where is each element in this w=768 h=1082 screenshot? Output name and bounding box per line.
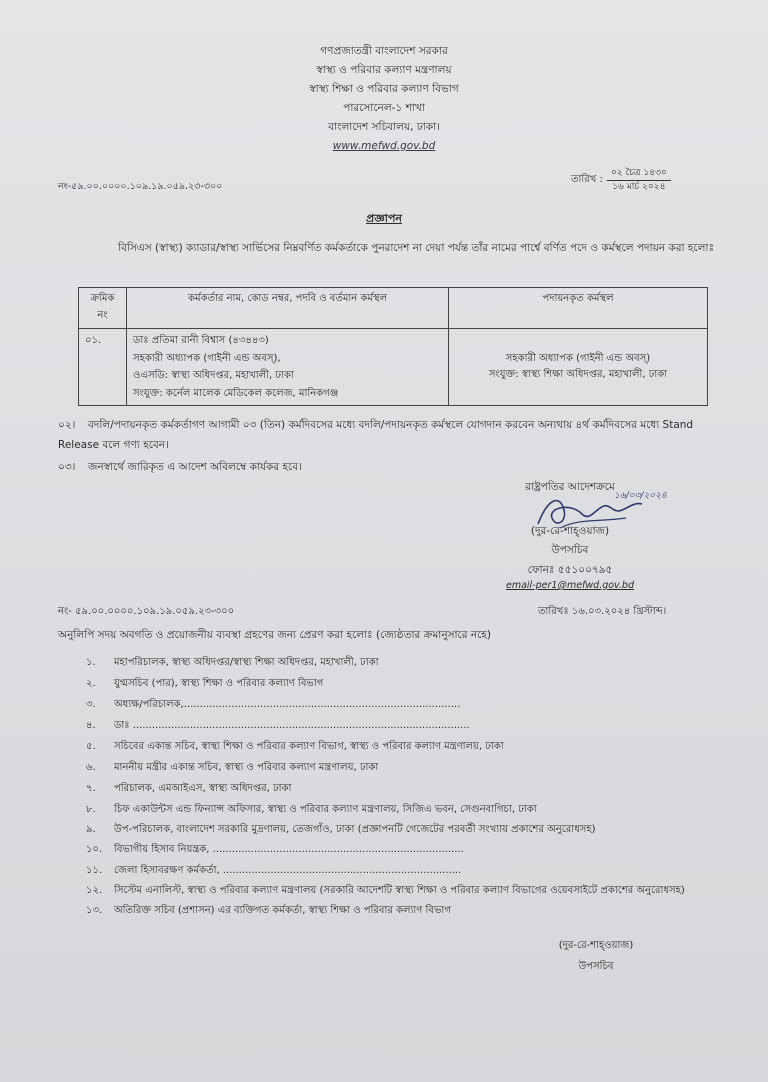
memo-date — [571, 167, 671, 194]
signatory-email[interactable]: email-per1@mefwd.gov.bd — [506, 580, 634, 591]
list-number: ৮. — [86, 804, 96, 815]
date-bangla: ০২ চৈত্র ১৪৩০ — [607, 167, 671, 181]
posting-designation: সহকারী অধ্যাপক (গাইনী এন্ড অবস্) — [505, 353, 651, 364]
list-text: সচিবের একান্ত সচিব, স্বাস্থ্য শিক্ষা ও পরিবার কল্যাণ বিভাগ, স্বাস্থ্য ও পরিবার কল্যাণ মন্ত্রণালয়, ঢাকা — [114, 741, 504, 752]
header-serial: ক্রমিক নং — [79, 288, 127, 329]
list-item — [86, 778, 726, 799]
memo-reference: নং-৫৯.০০.০০০০.১০৯.১৯.০৫৯.২৩-৩০০ — [58, 181, 223, 192]
list-item — [86, 900, 726, 921]
signature-date: ১৬/০৩/২০২৪ — [614, 491, 667, 501]
final-signatory — [526, 935, 666, 977]
branch-name: পারসোনেল-১ শাখা — [343, 102, 425, 114]
order-line: রাষ্ট্রপতির আদেশক্রমে — [525, 481, 615, 493]
list-number: ১১. — [86, 865, 103, 876]
letterhead — [0, 42, 768, 156]
list-number: ৭. — [86, 783, 96, 794]
point-number: ০৩। — [58, 461, 76, 473]
list-item — [86, 860, 726, 881]
website-link[interactable]: www.mefwd.gov.bd — [332, 140, 436, 152]
list-item — [86, 799, 726, 820]
list-number: ৬. — [86, 762, 96, 773]
point-item — [58, 415, 718, 455]
notice-title: প্রজ্ঞাপন — [366, 212, 402, 225]
list-number: ১. — [86, 657, 96, 668]
list-item — [86, 673, 726, 694]
list-text: যুগ্মসচিব (পার), স্বাস্থ্য শিক্ষা ও পরিবার কল্যাণ বিভাগ — [114, 678, 324, 689]
list-text: ডাঃ .......................................................................................................... — [114, 720, 470, 731]
copy-date: তারিখঃ ১৬.০৩.২০২৪ খ্রিস্টাব্দ। — [538, 606, 667, 617]
list-item — [86, 757, 726, 778]
officer-attached: সংযুক্ত: কর্নেল মালেক মেডিকেল কলেজ, মানিকগঞ্জ — [133, 387, 339, 399]
officer-osd: ওএসডি: স্বাস্থ্য অধিদপ্তর, মহাখালী, ঢাকা — [133, 370, 294, 381]
list-text: অধ্যক্ষ/পরিচালক,....................................................................................... — [114, 699, 461, 710]
officer-name: ডাঃ প্রতিমা রানী বিশ্বাস (৪৩৪৪৩) — [133, 335, 269, 346]
govt-name: গণপ্রজাতন্ত্রী বাংলাদেশ সরকার — [320, 45, 448, 57]
posting-table — [78, 287, 708, 406]
header-posting: পদায়নকৃত কর্মস্থল — [449, 288, 708, 329]
date-english: ১৬ মার্চ ২০২৪ — [612, 182, 666, 192]
copy-list — [86, 652, 726, 921]
copy-reference: নং- ৫৯.০০.০০০০.১০৯.১৯.০৫৯.২৩-৩০০ — [58, 606, 235, 617]
list-item — [86, 715, 726, 736]
list-item — [86, 881, 726, 900]
table-header-row — [79, 288, 708, 329]
list-text: মাননীয় মন্ত্রীর একান্ত সচিব, স্বাস্থ্য ও পরিবার কল্যাণ মন্ত্রণালয়, ঢাকা — [114, 762, 379, 773]
list-text: মহাপরিচালক, স্বাস্থ্য অধিদপ্তর/স্বাস্থ্য শিক্ষা অধিদপ্তর, মহাখালী, ঢাকা — [114, 657, 379, 668]
copy-intro: অনুলিপি সদয় অবগতি ও প্রয়োজনীয় ব্যবস্থা গ্রহণের জন্য প্রেরণ করা হলোঃ (জ্যেষ্ঠতার ক্রমানুসারে নহে) — [58, 629, 491, 641]
list-item — [86, 820, 726, 839]
point-item — [58, 457, 718, 477]
list-number: ১০. — [86, 844, 103, 855]
list-text: উপ-পরিচালক, বাংলাদেশ সরকারি মুদ্রণালয়, তেজগাঁও, ঢাকা (প্রজ্ঞাপনটি গেজেটের পরবর্তী সংখ্যায় প্রকাশের অনুরোধসহ) — [114, 824, 596, 835]
list-number: ১২. — [86, 885, 103, 896]
cell-officer — [127, 329, 449, 406]
list-text: চিফ একাউন্টস এন্ড ফিন্যান্স অফিসার, স্বাস্থ্য ও পরিবার কল্যাণ মন্ত্রণালয়, সিজিএ ভবন, সেগুনবাগিচা, ঢাকা — [114, 804, 537, 815]
list-item — [86, 736, 726, 757]
list-number: ২. — [86, 678, 96, 689]
cell-serial: ০১. — [79, 329, 127, 406]
list-item — [86, 652, 726, 673]
point-text: বদলি/পদায়নকৃত কর্মকর্তাগণ আগামী ০৩ (তিন) কর্মদিবসের মধ্যে বদলি/পদায়নকৃত কর্মস্থলে যোগদান করবেন অন্যথায় ৪র্থ কর্মদিবসের মধ্যে Stand Release বলে গণ্য হবেন। — [58, 419, 694, 451]
list-number: ৩. — [86, 699, 96, 710]
header-officer: কর্মকর্তার নাম, কোড নম্বর, পদবি ও বর্তমান কর্মস্থল — [127, 288, 449, 329]
list-text: বিভাগীয় হিসাব নিয়ন্ত্রক, ............................................................................... — [114, 844, 464, 855]
signatory-phone: ফোনঃ ৫৫১০০৭৯৫ — [527, 564, 613, 576]
signatory-title: উপসচিব — [551, 544, 589, 556]
signatory-name: (দুর-রে-শাহ্ওয়াজ) — [530, 525, 610, 537]
point-number: ০২। — [58, 419, 76, 431]
list-number: ১৩. — [86, 905, 103, 916]
list-item — [86, 694, 726, 715]
final-signatory-name: (দুর-রে-শাহ্ওয়াজ) — [558, 940, 634, 951]
cell-posting — [449, 329, 708, 406]
list-text: অতিরিক্ত সচিব (প্রশাসন) এর ব্যক্তিগত কর্মকর্তা, স্বাস্থ্য শিক্ষা ও পরিবার কল্যাণ বিভাগ — [114, 905, 451, 916]
list-text: জেলা হিসাবরক্ষণ কর্মকর্তা, ........................................................................... — [114, 865, 462, 876]
list-text: সিস্টেম এনালিস্ট, স্বাস্থ্য ও পরিবার কল্যাণ মন্ত্রণালয় (সরকারি আদেশটি স্বাস্থ্য শিক্ষা ও পরিবার কল্যাণ বিভাগের ওয়েবসাইটে প্রকাশের অনুরোধসহ) — [114, 885, 685, 896]
list-number: ৯. — [86, 824, 96, 835]
point-text: জনস্বার্থে জারিকৃত এ আদেশ অবিলম্বে কার্যকর হবে। — [88, 461, 302, 473]
posting-attached: সংযুক্ত: স্বাস্থ্য শিক্ষা অধিদপ্তর, মহাখালী, ঢাকা — [488, 369, 668, 380]
list-text: পরিচালক, এমআইএস, স্বাস্থ্য অধিদপ্তর, ঢাকা — [114, 783, 292, 794]
final-signatory-title: উপসচিব — [578, 961, 614, 972]
list-number: ৪. — [86, 720, 96, 731]
list-number: ৫. — [86, 741, 96, 752]
division-name: স্বাস্থ্য শিক্ষা ও পরিবার কল্যাণ বিভাগ — [309, 83, 459, 95]
ministry-name: স্বাস্থ্য ও পরিবার কল্যাণ মন্ত্রণালয় — [316, 64, 452, 76]
date-label: তারিখ : — [571, 174, 603, 185]
intro-paragraph: বিসিএস (স্বাস্থ্য) ক্যাডার/স্বাস্থ্য সার্ভিসের নিম্নবর্ণিত কর্মকর্তাকে পুনরাদেশ না দেয়া পর্যন্ত তাঁর নামের পার্শ্বে বর্ণিত পদে ও কর্মস্থলে পদায়ন করা হলোঃ — [118, 242, 715, 254]
office-address: বাংলাদেশ সচিবালয়, ঢাকা। — [328, 121, 440, 133]
table-row — [79, 329, 708, 406]
date-fraction — [607, 167, 671, 194]
list-item — [86, 839, 726, 860]
officer-designation: সহকারী অধ্যাপক (গাইনী এন্ড অবস্), — [133, 352, 281, 364]
